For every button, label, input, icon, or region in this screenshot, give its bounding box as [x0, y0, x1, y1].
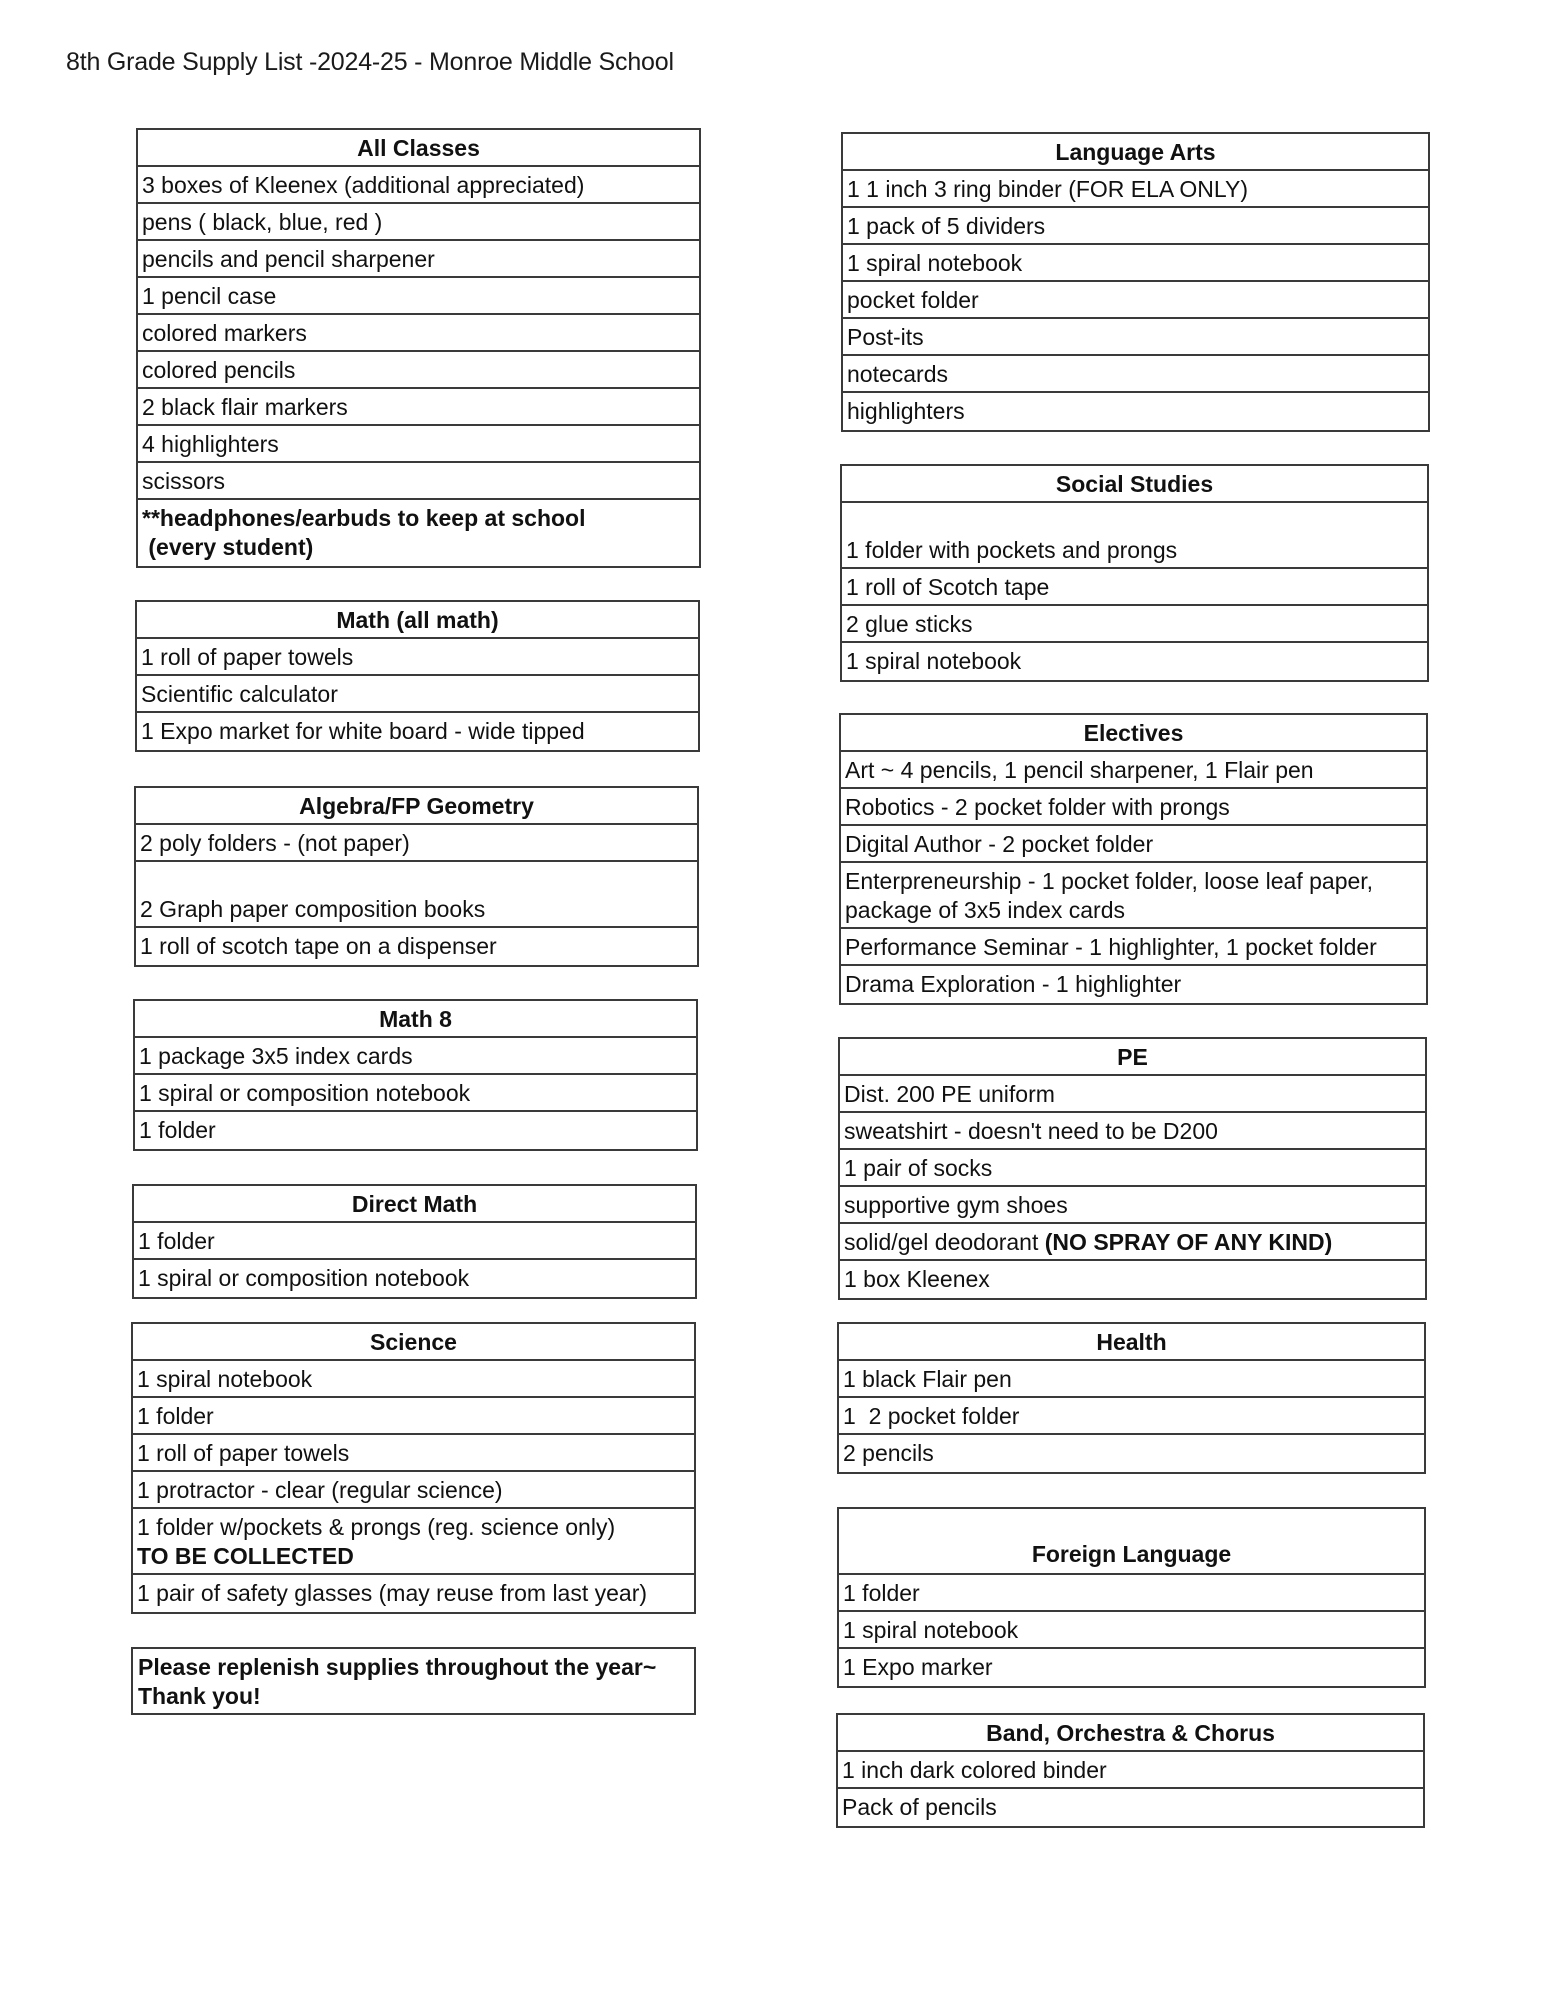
- table-header: Math 8: [135, 1001, 696, 1038]
- language-arts-table: [841, 132, 1430, 432]
- foreign-language-table: [837, 1507, 1426, 1688]
- list-item: 2 pencils: [843, 1440, 934, 1466]
- table-header: All Classes: [138, 130, 699, 167]
- page-title: 8th Grade Supply List -2024-25 - Monroe Middle School: [66, 48, 674, 76]
- list-item: 1 spiral or composition notebook: [138, 1265, 470, 1291]
- math-all-table: [135, 600, 700, 752]
- list-item: 1 spiral or composition notebook: [135, 1075, 696, 1112]
- list-item: colored pencils: [138, 352, 699, 389]
- list-item: 1 pair of safety glasses (may reuse from last year): [137, 1580, 648, 1606]
- list-item: 1 folder: [139, 1117, 216, 1143]
- social-studies-table: [840, 464, 1429, 682]
- list-item: Art ~ 4 pencils, 1 pencil sharpener, 1 Flair pen: [841, 752, 1426, 789]
- list-item: 1 roll of scotch tape on a dispenser: [140, 933, 497, 959]
- list-item: 1 spiral notebook: [846, 648, 1022, 674]
- table-header: Language Arts: [843, 134, 1428, 171]
- health-table: [837, 1322, 1426, 1474]
- list-item: 3 boxes of Kleenex (additional appreciated): [138, 167, 699, 204]
- list-item-headphones: [138, 500, 699, 566]
- list-item: 1 1 inch 3 ring binder (FOR ELA ONLY): [843, 171, 1428, 208]
- list-item: 1 roll of paper towels: [133, 1435, 694, 1472]
- to-be-collected-label: TO BE COLLECTED: [137, 1543, 354, 1569]
- list-item: pocket folder: [843, 282, 1428, 319]
- all-classes-table: [136, 128, 701, 568]
- list-item: Scientific calculator: [137, 676, 698, 713]
- list-item: 1 roll of Scotch tape: [842, 569, 1427, 606]
- science-table: [131, 1322, 696, 1614]
- list-item: pens ( black, blue, red ): [138, 204, 699, 241]
- table-header: Science: [133, 1324, 694, 1361]
- list-item: 1 Expo marker: [843, 1654, 993, 1680]
- replenish-note: [131, 1647, 696, 1715]
- list-item-deodorant: [840, 1224, 1425, 1261]
- list-item: 1 black Flair pen: [839, 1361, 1424, 1398]
- list-item: 2 glue sticks: [842, 606, 1427, 643]
- list-item: pencils and pencil sharpener: [138, 241, 699, 278]
- list-item: Performance Seminar - 1 highlighter, 1 pocket folder: [841, 929, 1426, 966]
- table-header: Algebra/FP Geometry: [136, 788, 697, 825]
- list-item: 1 protractor - clear (regular science): [133, 1472, 694, 1509]
- table-header: Math (all math): [137, 602, 698, 639]
- pe-table: [838, 1037, 1427, 1300]
- list-item: Post-its: [843, 319, 1428, 356]
- list-item: 1 2 pocket folder: [839, 1398, 1424, 1435]
- band-orchestra-chorus-table: [836, 1713, 1425, 1828]
- list-item: Drama Exploration - 1 highlighter: [845, 971, 1182, 997]
- direct-math-table: [132, 1184, 697, 1299]
- math8-table: [133, 999, 698, 1151]
- table-header: Health: [839, 1324, 1424, 1361]
- table-header: PE: [840, 1039, 1425, 1076]
- table-header: Social Studies: [842, 466, 1427, 503]
- list-item: 1 roll of paper towels: [137, 639, 698, 676]
- list-item: 1 package 3x5 index cards: [135, 1038, 696, 1075]
- list-item: 4 highlighters: [138, 426, 699, 463]
- electives-table: [839, 713, 1428, 1005]
- list-item: 1 Expo market for white board - wide tipped: [141, 718, 585, 744]
- list-item: 1 spiral notebook: [839, 1612, 1424, 1649]
- table-header: Foreign Language: [839, 1509, 1424, 1575]
- list-item: 1 folder: [839, 1575, 1424, 1612]
- table-header: Direct Math: [134, 1186, 695, 1223]
- list-item: 2 Graph paper composition books: [136, 862, 697, 928]
- table-header: Band, Orchestra & Chorus: [838, 1715, 1423, 1752]
- algebra-geometry-table: [134, 786, 699, 967]
- deodorant-text: solid/gel deodorant: [844, 1229, 1045, 1255]
- list-item: scissors: [138, 463, 699, 500]
- list-item: Dist. 200 PE uniform: [840, 1076, 1425, 1113]
- list-item: 1 folder: [133, 1398, 694, 1435]
- list-item: 1 box Kleenex: [844, 1266, 990, 1292]
- list-item: Digital Author - 2 pocket folder: [841, 826, 1426, 863]
- list-item: 1 folder with pockets and prongs: [842, 503, 1427, 569]
- list-item: colored markers: [138, 315, 699, 352]
- list-item: Pack of pencils: [842, 1794, 997, 1820]
- table-header: Electives: [841, 715, 1426, 752]
- note-line2: Thank you!: [138, 1683, 261, 1709]
- list-item: 1 spiral notebook: [133, 1361, 694, 1398]
- list-item: Robotics - 2 pocket folder with prongs: [841, 789, 1426, 826]
- list-item: 1 inch dark colored binder: [838, 1752, 1423, 1789]
- list-item: 1 spiral notebook: [843, 245, 1428, 282]
- list-item: notecards: [843, 356, 1428, 393]
- list-item: Enterpreneurship - 1 pocket folder, loose leaf paper, package of 3x5 index cards: [841, 863, 1426, 929]
- list-item: 1 pack of 5 dividers: [843, 208, 1428, 245]
- no-spray-warning: (NO SPRAY OF ANY KIND): [1044, 1229, 1333, 1255]
- note-line1: Please replenish supplies throughout the year~: [138, 1654, 657, 1680]
- list-item: 1 pencil case: [138, 278, 699, 315]
- list-item: 1 folder: [134, 1223, 695, 1260]
- folder-line1: 1 folder w/pockets & prongs (reg. science only): [137, 1514, 616, 1540]
- list-item: 2 black flair markers: [138, 389, 699, 426]
- list-item: 2 poly folders - (not paper): [136, 825, 697, 862]
- headphones-line1: **headphones/earbuds to keep at school: [142, 505, 586, 531]
- list-item-folder-collected: [133, 1509, 694, 1575]
- headphones-line2: (every student): [142, 534, 314, 560]
- list-item: supportive gym shoes: [840, 1187, 1425, 1224]
- list-item: highlighters: [847, 398, 965, 424]
- list-item: 1 pair of socks: [840, 1150, 1425, 1187]
- list-item: sweatshirt - doesn't need to be D200: [840, 1113, 1425, 1150]
